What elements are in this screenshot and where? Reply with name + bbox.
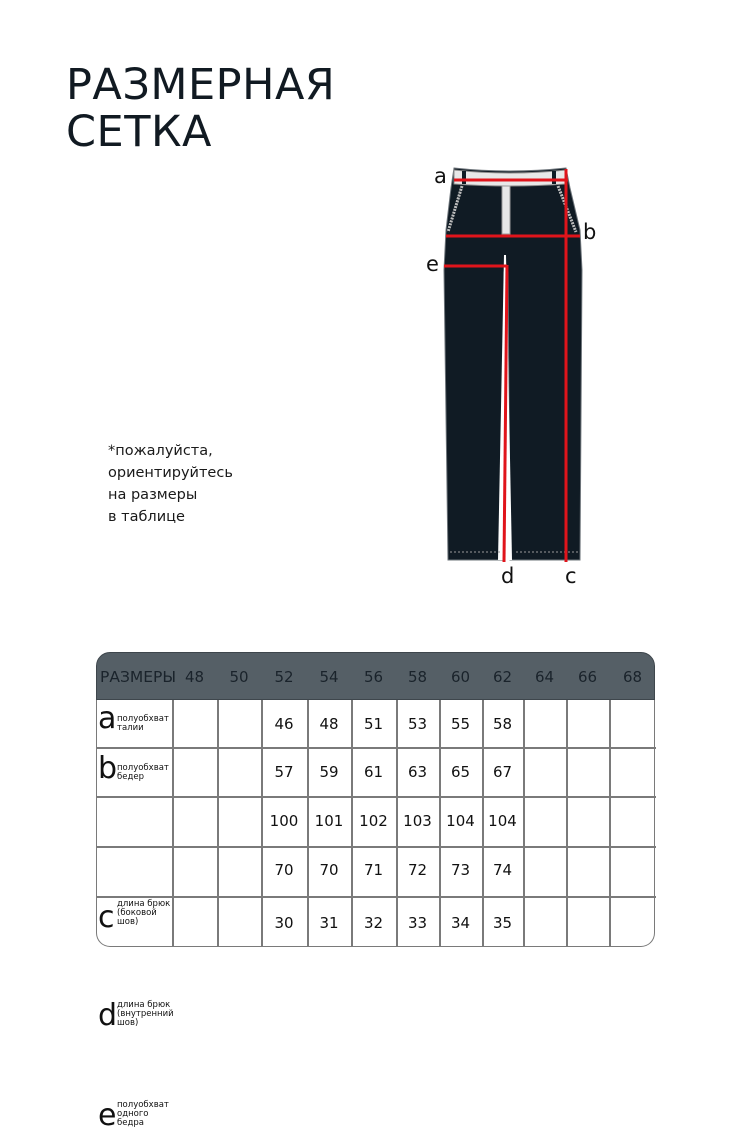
note-line: в таблице	[108, 509, 185, 525]
row-letter: b	[98, 751, 118, 786]
cell-size-62: 65	[450, 763, 471, 781]
row-letter: e	[98, 1098, 117, 1133]
row-letter: c	[98, 900, 115, 935]
size-table-body	[96, 700, 655, 1133]
row-description	[117, 1101, 169, 1128]
desc-line: полуобхват	[117, 1100, 169, 1110]
desc-line: талии	[117, 723, 144, 733]
cell-size-60: 33	[407, 914, 428, 932]
size-note	[108, 440, 233, 528]
grid-line	[97, 796, 656, 798]
grid-line	[172, 700, 174, 947]
grid-line	[523, 700, 525, 947]
desc-line: длина брюк	[117, 899, 171, 909]
cell-size-56: 59	[319, 763, 339, 781]
label-e: e	[426, 252, 439, 276]
title-line-1: РАЗМЕРНАЯ	[66, 60, 336, 110]
cell-size-60: 53	[407, 715, 428, 733]
cell-size-64: 58	[492, 715, 513, 733]
desc-line: одного	[117, 1109, 149, 1119]
header-size: 56	[363, 668, 384, 686]
row-label	[97, 747, 172, 796]
desc-line: (внутренний	[117, 1009, 174, 1019]
cell-size-62: 104	[446, 812, 475, 830]
row-letter: a	[98, 701, 117, 736]
cell-size-60: 72	[407, 861, 428, 879]
cell-size-62: 73	[450, 861, 471, 879]
desc-line: полуобхват	[117, 763, 169, 773]
row-label	[97, 700, 172, 747]
grid-line	[566, 700, 568, 947]
cell-size-58: 61	[363, 763, 384, 781]
note-line: *пожалуйста,	[108, 443, 213, 459]
trousers-measurement-diagram	[420, 160, 620, 590]
cell-size-62: 34	[450, 914, 471, 932]
grid-line	[217, 700, 219, 947]
desc-line: шов)	[117, 1018, 139, 1028]
header-size: 52	[274, 668, 294, 686]
cell-size-54: 70	[274, 861, 294, 879]
grid-line	[609, 700, 611, 947]
header-size: 50	[229, 668, 249, 686]
cell-size-56: 31	[319, 914, 339, 932]
cell-size-56: 101	[314, 812, 344, 830]
desc-line: бедер	[117, 772, 144, 782]
cell-size-56: 48	[319, 715, 339, 733]
desc-line: полуобхват	[117, 714, 169, 724]
header-size: 66	[577, 668, 598, 686]
note-line: на размеры	[108, 487, 198, 503]
size-table-header	[96, 652, 655, 700]
label-d: d	[501, 564, 515, 588]
cell-size-54: 30	[274, 914, 294, 932]
row-description	[117, 1001, 174, 1028]
grid-line	[97, 846, 656, 848]
label-a: a	[434, 164, 447, 188]
title-line-2: СЕТКА	[66, 107, 212, 157]
header-size: 58	[407, 668, 428, 686]
cell-size-62: 55	[450, 715, 471, 733]
header-size: 54	[319, 668, 339, 686]
row-description	[117, 715, 169, 733]
size-table	[96, 652, 655, 1133]
cell-size-64: 35	[492, 914, 513, 932]
header-size: 60	[450, 668, 471, 686]
cell-size-64: 104	[488, 812, 517, 830]
header-size: 64	[534, 668, 555, 686]
desc-line: бедра	[117, 1118, 144, 1128]
grid-line	[97, 896, 656, 898]
cell-size-56: 70	[319, 861, 339, 879]
cell-size-60: 63	[407, 763, 428, 781]
note-line: ориентируйтесь	[108, 465, 233, 481]
label-b: b	[583, 220, 597, 244]
grid-line	[97, 747, 656, 749]
cell-size-64: 74	[492, 861, 513, 879]
cell-size-58: 51	[363, 715, 384, 733]
label-c: c	[565, 564, 577, 588]
cell-size-54: 100	[269, 812, 299, 830]
header-size: 68	[622, 668, 643, 686]
desc-line: шов)	[117, 917, 139, 927]
desc-line: длина брюк	[117, 1000, 171, 1010]
row-label	[97, 796, 172, 935]
cell-size-54: 46	[274, 715, 294, 733]
header-size: 62	[492, 668, 513, 686]
cell-size-60: 103	[403, 812, 432, 830]
cell-size-58: 32	[363, 914, 384, 932]
cell-size-58: 102	[359, 812, 388, 830]
header-size: 48	[184, 668, 205, 686]
row-description	[117, 764, 169, 782]
row-letter: d	[98, 998, 118, 1033]
cell-size-64: 67	[492, 763, 513, 781]
cell-size-54: 57	[274, 763, 294, 781]
desc-line: (боковой	[117, 908, 157, 918]
cell-size-58: 71	[363, 861, 384, 879]
page-title	[66, 62, 335, 156]
header-sizes-label: РАЗМЕРЫ	[100, 668, 177, 686]
